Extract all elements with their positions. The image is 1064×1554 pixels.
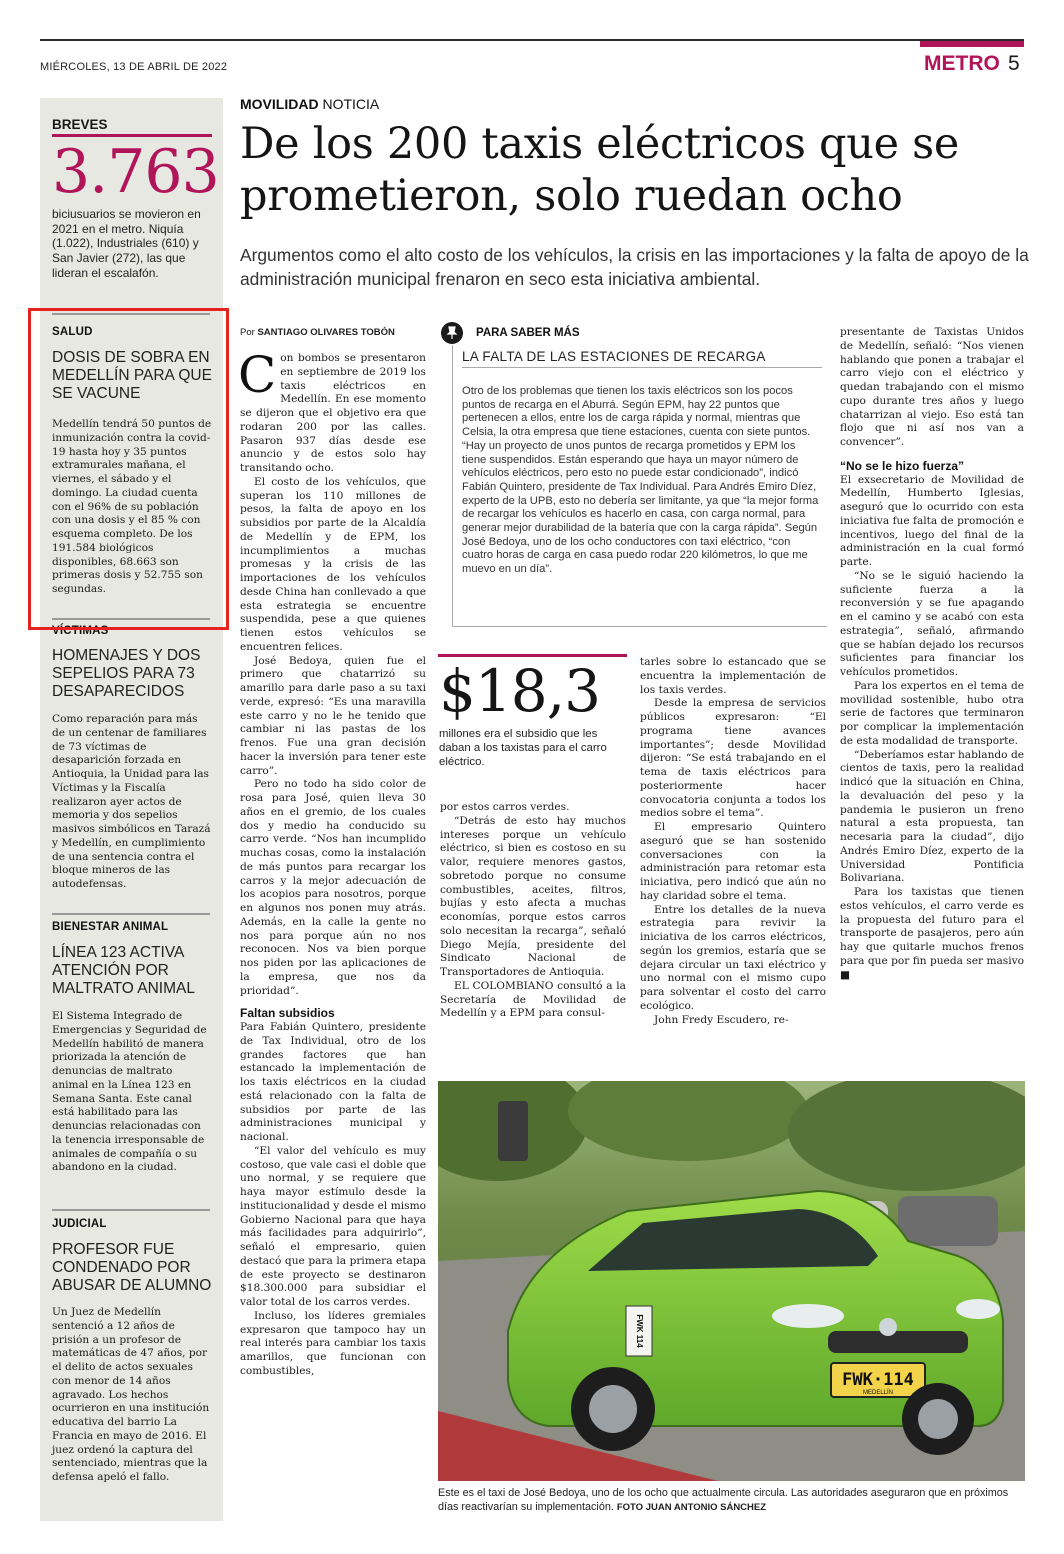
byline xyxy=(240,327,395,338)
highlight-box xyxy=(28,308,229,630)
big-figure-amount: $18,3 xyxy=(439,657,601,725)
page-number: 5 xyxy=(1008,52,1020,75)
paragraph: Para los expertos en el tema de movilidad sostenible, hubo otra serie de factores que terminaron por complicar la implementación de esta modalidad de transporte. xyxy=(840,679,1024,747)
article-column-2 xyxy=(440,801,626,1021)
side-plate: FWK 114 xyxy=(635,1314,644,1348)
license-plate-city: MEDELLÍN xyxy=(862,1390,894,1396)
top-rule xyxy=(40,39,1024,41)
brief-body-salud: Medellín tendrá 50 puntos de inmunización contra la covid-19 hasta hoy y 35 puntos extramurales mañana, el viernes, el sábado y el domingo. La ciudad cuenta con el 96% de su población con una dosis y el 85 % con esquema completo. De los 191.584 biológicos disponibles, 68.663 son primeras dosis y 52.755 son segundas. xyxy=(52,418,212,595)
photo-credit: FOTO JUAN ANTONIO SÁNCHEZ xyxy=(616,1502,767,1513)
breves-label: BREVES xyxy=(52,117,108,132)
brief-body-victimas: Como reparación para más de un centenar de familiares de 73 víctimas de desaparición forzada en Antioquia, la Unidad para las Víctimas y la Fiscalía realizaron ayer actos de memoria y dos sepelios masivos simbólicos en Tarazá y Medellín, en cumplimiento de una sentencia contra el bloque mineros de las autodefensas. xyxy=(52,713,211,890)
drop-cap: C xyxy=(238,346,277,404)
byline-author: SANTIAGO OLIVARES TOBÓN xyxy=(257,327,395,338)
brief-title-victimas: HOMENAJES Y DOS SEPELIOS PARA 73 DESAPARECIDOS xyxy=(52,647,201,700)
brief-category-judicial: JUDICIAL xyxy=(52,1218,107,1230)
caption-text: Este es el taxi de José Bedoya, uno de los ocho que actualmente circula. Las autoridades aseguraron que en próximos días reactivarían su implementación. xyxy=(438,1487,1009,1513)
brief-category-bienestar: BIENESTAR ANIMAL xyxy=(52,921,169,933)
brief-title-judicial: PROFESOR FUE CONDENADO POR ABUSAR DE ALUMNO xyxy=(52,1241,212,1294)
taxi-photo xyxy=(438,1081,1025,1481)
paragraph: Para Fabián Quintero, presidente de Tax Individual, otro de los grandes factores que han estancado la implementación de los taxis eléctricos en la ciudad está relacionado con la falta de subsidios por parte de las administraciones municipal y nacional. xyxy=(240,1021,426,1143)
section-tab-bar xyxy=(920,41,1024,47)
subhead-no-se-le-hizo-fuerza: “No se le hizo fuerza” xyxy=(840,458,965,473)
sidebar-divider xyxy=(52,913,210,915)
para-saber-mas-label: PARA SABER MÁS xyxy=(476,327,580,339)
article-kicker xyxy=(240,96,379,112)
para-saber-mas-body: Otro de los problemas que tienen los taxis eléctricos son los pocos puntos de recarga en el Aburrá. Según EPM, hay 22 puntos que pertenecen a ellos, entre los de carga rápida y normal, mientras que Celsia, la otra empresa que tiene estaciones, cuenta con siete puntos. “Hay un proyecto de unos puntos de recarga prometidos y EPM los tiene suspendidos. Están esperando que haya un mayor número de vehículos eléctricos, pero esto no puede estar condicionado”, indicó Fabián Quintero, presidente de Tax Individual. Para Andrés Emiro Díez, experto de la UPB, esto no debería ser limitante, ya que “la mejor forma de recargar los vehículos es hacerlo en casa, con carga normal, para generar mejor durabilidad de la batería que con la carga rápida”. Según José Bedoya, uno de los ocho conductores con taxi eléctrico, “con cuatro horas de carga en casa puedo rodar 220 kilómetros, lo que me muevo en un día”. xyxy=(462,385,819,576)
pushpin-icon xyxy=(441,322,463,344)
paragraph: “No se le siguió haciendo la suficiente fuerza a la reconversión y se fue apagando en el camino y se acabó con esta estrategia”, señaló, afirmando que se habían dejado los recursos suficientes para financiar los vehículos prometidos. xyxy=(840,569,1024,678)
green-taxi-illustration xyxy=(438,1081,1025,1481)
paragraph: Desde la empresa de servicios públicos expresaron: “El programa tiene avances importantes”; desde Movilidad dijeron: “Se está trabajando en el tema de taxis eléctricos para posteriormente hacer convocatoria conjunta a todos los medios sobre el tema”. xyxy=(640,697,826,820)
para-saber-mas-rule xyxy=(462,367,822,368)
paragraph: El costo de los vehículos, que superan los 110 millones de pesos, la falta de apoyo en los subsidios por parte de la Alcaldía de Medellín y de EPM, los incumplimientos a muchas promesas y la crisis de las importaciones de los vehículos desde China han conllevado a que esta estrategia se encuentre suspendida, pese a que quienes tienen estos vehículos se encuentren felices. xyxy=(240,475,426,653)
breves-text: biciusuarios se movieron en 2021 en el metro. Niquía (1.022), Industriales (610) y San Javier (272), las que lideran el escalafón. xyxy=(52,207,201,280)
paragraph: tarles sobre lo estancado que se encuentra la implementación de los taxis verdes. xyxy=(640,656,826,696)
brief-title-bienestar: LÍNEA 123 ACTIVA ATENCIÓN POR MALTRATO ANIMAL xyxy=(52,944,195,997)
paragraph: El empresario Quintero aseguró que se han sostenido conversaciones con la administración para retomar esta iniciativa, pero indicó que aún no hay claridad sobre el tema. xyxy=(640,821,826,902)
paragraph: “El valor del vehículo es muy costoso, que vale casi el doble que uno normal, y se requiere que haya mayor estímulo desde la institucionalidad y desde el mismo Gobierno Nacional para que haya más facilidades para adquirirlo”, señaló el empresario, quien destacó que para la primera etapa de este proyecto se destinaron $18.300.000 para subsidiar el valor total de los carros verdes. xyxy=(240,1144,426,1308)
paragraph: on bombos se presentaron en septiembre de 2019 los taxis eléctricos en Medellín. En ese momento se dijeron que el objetivo era que rodaran 200 por las calles. Pasaron 937 días desde ese anuncio y de estos solo hay transitando ocho. xyxy=(240,352,426,474)
paragraph: “Detrás de esto hay muchos intereses porque un vehículo eléctrico, si bien es costoso en su valor, requiere menores gastos, sobretodo porque no consume combustibles, aceites, filtros, bujías y esto afecta a muchas economías, porque estos carros solo necesitan la recarga”, señaló Diego Mejía, presidente del Sindicato Nacional de Transportadores de Antioquia. xyxy=(440,814,626,978)
section-name: METRO xyxy=(924,52,1000,75)
paragraph: Entre los detalles de la nueva estrategia para revivir la iniciativa de los carros eléctricos, según los gremios, estaría que se dejara circular un taxi eléctrico y uno normal con el mismo cupo para solventar el costo del carro ecológico. xyxy=(640,903,826,1012)
paragraph: Pero no todo ha sido color de rosa para José, quien lleva 30 años en el gremio, de los cuales dos y medio ha conducido su carro verde. “Nos han incumplido muchas cosas, como la instalación de más puntos para recargar los carros y la mejor adecuación de los acopios para nosotros, porque en algunos nos ponen muy atrás. Además, en la calle la gente no nos para porque aún no nos reconocen. Nos va bien porque nos piden por las aplicaciones de la empresa, que nos da prioridad”. xyxy=(240,778,426,997)
kicker-section: MOVILIDAD xyxy=(240,96,319,112)
breves-big-number: 3.763 xyxy=(52,137,219,207)
brief-title-salud: DOSIS DE SOBRA EN MEDELLÍN PARA QUE SE VACUNE xyxy=(52,349,212,402)
paragraph: EL COLOMBIANO consultó a la Secretaría de Movilidad de Medellín y a EPM para consul- xyxy=(440,979,626,1020)
paragraph: por estos carros verdes. xyxy=(440,801,570,813)
paragraph: José Bedoya, quien fue el primero que chatarrizó su amarillo para darle paso a su taxi verde, expresó: “Es una maravilla este carro y no le he tenido que cambiar ni las pastas de los frenos. Fue una gran decisión hacer la inversión para tener este carro”. xyxy=(240,654,426,777)
paragraph: Para los taxistas que tienen estos vehículos, el carro verde es la propuesta del futuro para el transporte de pasajeros, pero aún hay que quitarle muchos frenos para que por fin pueda ser masivo ■ xyxy=(840,886,1024,981)
article-column-3 xyxy=(640,656,826,1027)
byline-prefix: Por xyxy=(240,327,255,338)
issue-date: MIÉRCOLES, 13 DE ABRIL DE 2022 xyxy=(40,61,228,73)
brief-body-bienestar: El Sistema Integrado de Emergencias y Seguridad de Medellín habilitó de manera priorizada la atención de denuncias de maltrato animal en la Línea 123 en Semana Santa. Este canal está habilitado para las denuncias relacionadas con la tenencia irresponsable de animales de compañía o su abandono en la ciudad. xyxy=(52,1010,207,1174)
license-plate: FWK·114 xyxy=(842,1370,914,1390)
paragraph: El exsecretario de Movilidad de Medellín, Humberto Iglesias, aseguró que lo ocurrido con esta iniciativa fue falta de promoción e incentivos, luego del final de la administración en la cual formó parte. xyxy=(840,473,1024,568)
paragraph: “Deberíamos estar hablando de cientos de taxis, pero la realidad indicó que la situación en China, la devaluación del peso y la pandemia le pusieron un freno natural a esta propuesta, tan necesaria para la ciudad”, dijo Andrés Emiro Díez, experto de la Universidad Pontificia Bolivariana. xyxy=(840,748,1024,885)
article-column-1 xyxy=(238,346,426,1379)
paragraph: John Fredy Escudero, re- xyxy=(654,1013,789,1026)
brief-body-judicial: Un Juez de Medellín sentenció a 12 años de prisión a un profesor de matemáticas de 47 años, por el delito de actos sexuales con menor de 14 años agravado. Los hechos ocurrieron en una institución educativa del barrio La Francia en mayo de 2016. El juez ordenó la captura del sentenciado, mientras que la defensa apeló el fallo. xyxy=(52,1306,210,1483)
subhead-faltan-subsidios: Faltan subsidios xyxy=(240,1006,335,1021)
para-saber-mas-title: LA FALTA DE LAS ESTACIONES DE RECARGA xyxy=(462,349,766,364)
kicker-type: NOTICIA xyxy=(322,96,380,112)
brief-category-victimas: VÍCTIMAS xyxy=(52,625,109,637)
photo-caption xyxy=(438,1486,1028,1515)
article-headline: De los 200 taxis eléctricos que se prometieron, solo ruedan ocho xyxy=(240,119,960,221)
paragraph: presentante de Taxistas Unidos de Medellín, señaló: “Nos vienen hablando que ponen a trabajar el carro viejo con el eléctrico y quedan trabajando con el mismo cupo durante tres años y luego chatarrizan al viejo. Eso está tan flojo que ni así nos van a convencer”. xyxy=(840,326,1024,448)
paragraph: Incluso, los líderes gremiales expresaron que tampoco hay un real interés para cambiar los taxis amarillos, que funcionan con combustibles, xyxy=(240,1309,426,1377)
article-column-4 xyxy=(840,326,1024,982)
big-figure-text: millones era el subsidio que les daban a los taxistas para el carro eléctrico. xyxy=(439,728,607,768)
article-deck: Argumentos como el alto costo de los vehículos, la crisis en las importaciones y la falta de apoyo de la administración municipal frenaron en seco esta iniciativa ambiental. xyxy=(240,245,1029,289)
brief-category-salud: SALUD xyxy=(52,326,93,338)
sidebar-divider xyxy=(52,1209,210,1211)
